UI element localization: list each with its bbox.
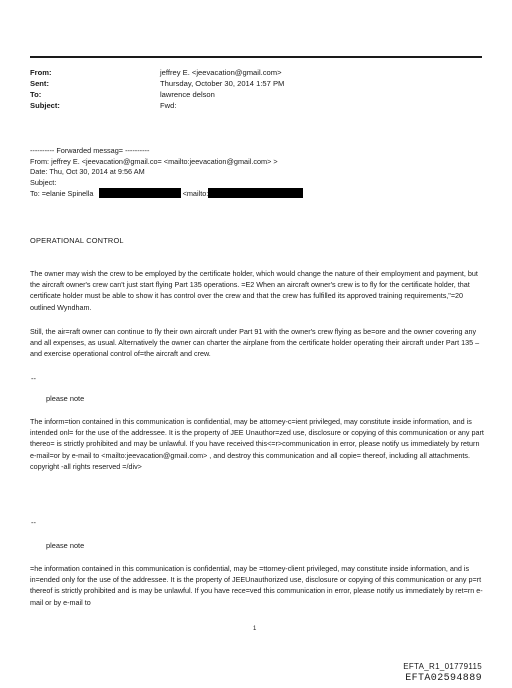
efta-stamp-1: EFTA_R1_01779115 (403, 662, 482, 671)
subject-value: Fwd: (160, 101, 177, 110)
forwarded-date: Date: Thu, Oct 30, 2014 at 9:56 AM (30, 167, 145, 176)
redaction-box (99, 188, 181, 198)
forwarded-subject: Subject: (30, 177, 57, 187)
sent-value: Thursday, October 30, 2014 1:57 PM (160, 79, 285, 88)
please-note-label: please note (46, 541, 85, 550)
efta-stamp-2: EFTA02594889 (405, 673, 482, 684)
from-value: jeffrey E. <jeevacation@gmail.com> (160, 68, 282, 77)
paragraph-1: The owner may wish the crew to be employed by the certificate holder, which would change the nature of their employment and payment, but the aircraft owner's crew can't just start flying Part 135 operations. =E2 When an aircraft owner's crew is to fly for the certificate holder, that certificate holder must be able to show it has control over the crew and that the crew has fulfilled its approved training requirements,"=20 outlined Wyndham. (30, 269, 478, 312)
signature-dash: -- (31, 518, 36, 527)
subject-label: Subject: (30, 101, 60, 110)
from-label: From: (30, 68, 52, 77)
paragraph-4: =he information contained in this communication is confidential, may be =ttorney-client privileged, may constitute inside information, and is in=ended only for the use of the addressee. It is the property of JEEUnauthorized use, disclosure or copying of this communication or any p=rt thereof is strictly prohibited and is may be unlawful. If you have rece=ved this communication in error, please notify us immediately by ret=rn e-mail or by e-mail to (30, 564, 483, 607)
forwarded-from: From: jeffrey E. <jeevacation@gmail.co= <mailto:jeevacation@gmail.com> > (30, 156, 278, 166)
redaction-box (208, 188, 303, 198)
header-rule (30, 56, 482, 58)
page-number: 1 (253, 626, 257, 632)
paragraph-3: The inform=tion contained in this communication is confidential, may be attorney-c=ient privileged, may constitute inside information, and is intended onl= for the use of the addressee. It is the property of JEE Unauthor=zed use, disclosure or copying of this communication or any part thereo= is strictly prohibited and may be unlawful. If you have received this<=r>communication in error, please notify us immediately by return e-mail=or by e-mail to <mailto:jeevacation@gmail.com> , and destroy this communication and all copie= thereof, including all attachments. copyright -all rights reserved =/div> (30, 417, 484, 471)
to-value: lawrence delson (160, 90, 215, 99)
sent-label: Sent: (30, 79, 49, 88)
forwarded-to-mailto: <mailto: (182, 189, 209, 198)
forwarded-to (30, 188, 482, 200)
to-label: To: (30, 90, 42, 99)
section-heading: OPERATIONAL CONTROL (30, 236, 124, 245)
paragraph-2: Still, the air=raft owner can continue to fly their own aircraft under Part 91 with the owner's crew flying as be=ore and the owner covering any and all expenses, as usual. Alternatively the owner can charter the airplane from the certificate holder operating their aircraft under Part 135 – and exercise operational control of=the aircraft and crew. (30, 327, 480, 359)
signature-dash: -- (31, 374, 36, 383)
forwarded-block (30, 146, 482, 200)
forwarded-to-prefix: To: =elanie Spinella (30, 189, 94, 198)
forwarded-separator: ---------- Forwarded messag= ---------- (30, 146, 150, 155)
please-note-label: please note (46, 394, 85, 403)
